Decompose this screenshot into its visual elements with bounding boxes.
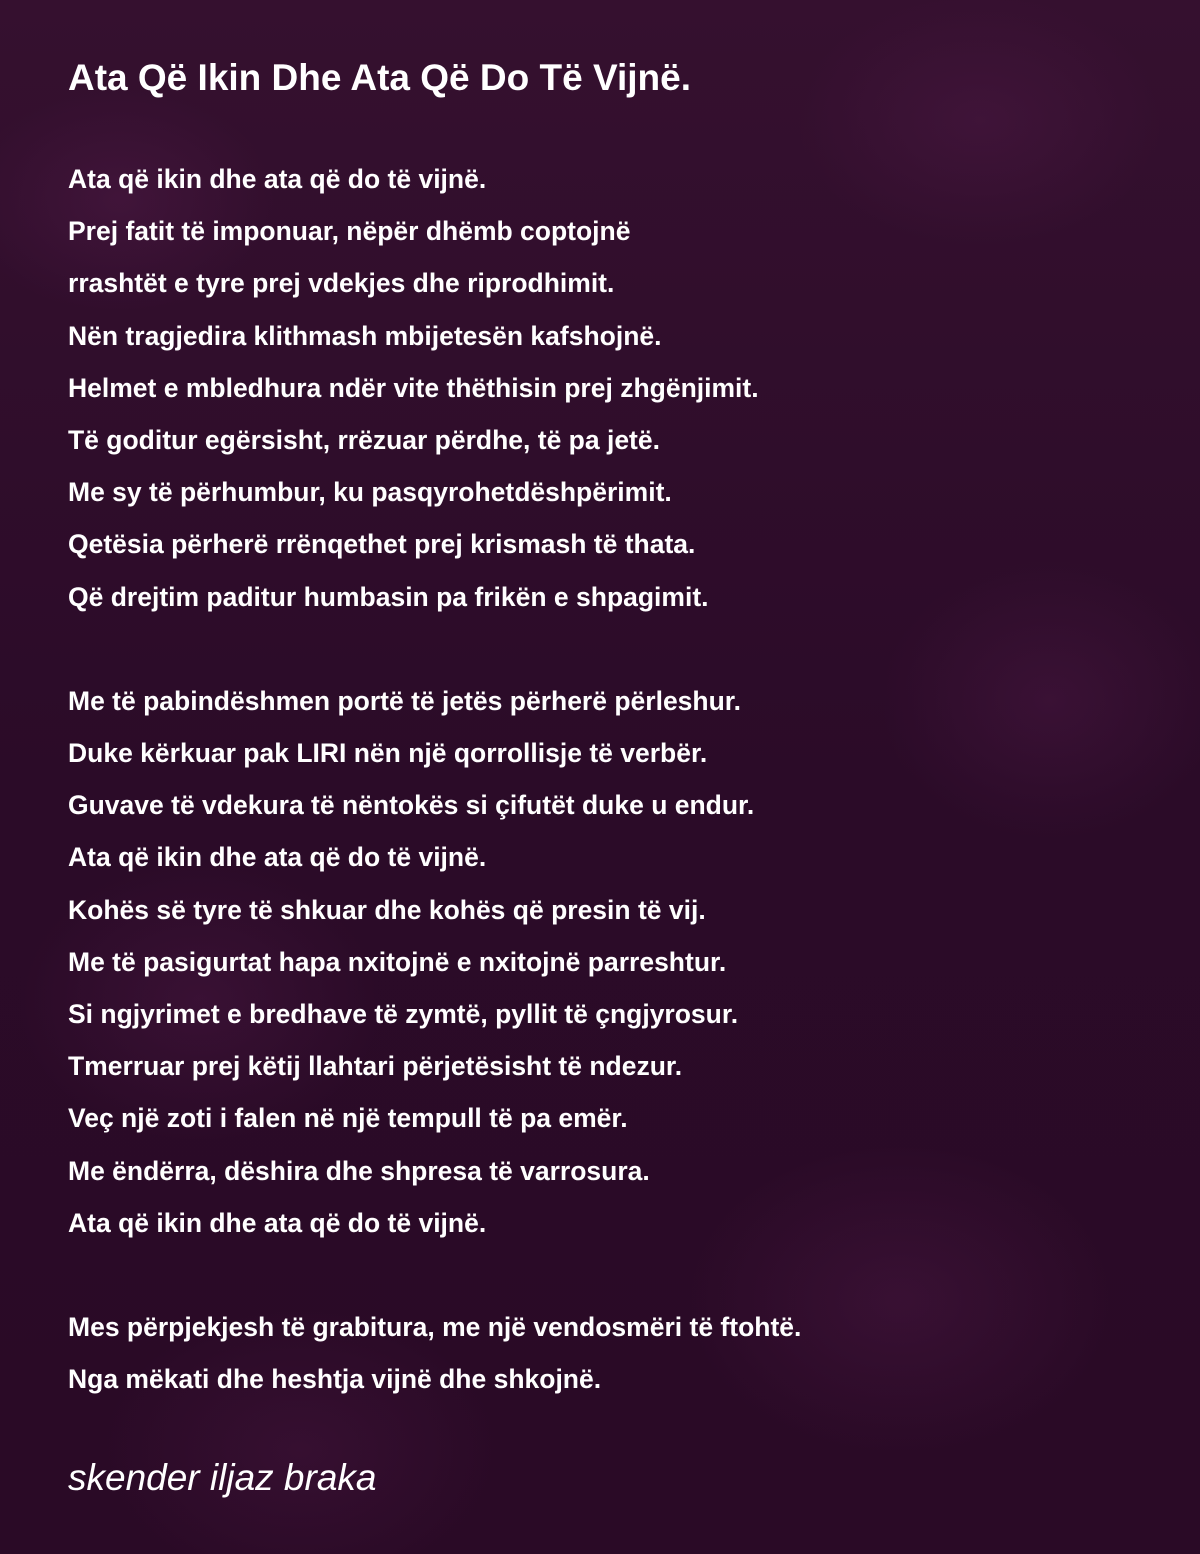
poem-line: Qetësia përherë rrënqethet prej krismash të thata. xyxy=(68,529,696,560)
poem-line: Nën tragjedira klithmash mbijetesën kafshojnë. xyxy=(68,320,662,351)
poem-line: Me të pasigurtat hapa nxitojnë e nxitojnë parreshtur. xyxy=(68,946,727,977)
stanza xyxy=(68,1301,1168,1405)
poem-body xyxy=(68,153,1168,1406)
poem-line: Që drejtim paditur humbasin pa frikën e shpagimit. xyxy=(68,581,709,612)
poem-line: Me sy të përhumbur, ku pasqyrohetdëshpërimit. xyxy=(68,477,672,508)
stanza xyxy=(68,153,1168,623)
poem-line: Me të pabindëshmen portë të jetës përherë përleshur. xyxy=(68,685,742,716)
stanza-break xyxy=(68,623,1168,675)
poem-line: Guvave të vdekura të nëntokës si çifutët duke u endur. xyxy=(68,790,755,821)
stanza-break xyxy=(68,1249,1168,1301)
poem-line: Si ngjyrimet e bredhave të zymtë, pyllit të çngjyrosur. xyxy=(68,999,739,1029)
stanza xyxy=(68,675,1168,1249)
poem-line: Ata që ikin dhe ata që do të vijnë. xyxy=(68,842,487,873)
poem-author: skender iljaz braka xyxy=(68,1457,377,1498)
poem-line: Tmerruar prej këtij llahtari përjetësisht të ndezur. xyxy=(68,1051,683,1082)
poem-line: Prej fatit të imponuar, nëpër dhëmb coptojnë xyxy=(68,216,631,247)
poem-line: Të goditur egërsisht, rrëzuar përdhe, të pa jetë. xyxy=(68,424,660,455)
poem-line: Ata që ikin dhe ata që do të vijnë. xyxy=(68,164,487,194)
poem-line: Mes përpjekjesh të grabitura, me një vendosmëri të ftohtë. xyxy=(68,1312,802,1343)
poem-line: rrashtët e tyre prej vdekjes dhe riprodhimit. xyxy=(68,268,615,299)
poem-line: Ata që ikin dhe ata që do të vijnë. xyxy=(68,1207,487,1238)
poem-line: Nga mëkati dhe heshtja vijnë dhe shkojnë. xyxy=(68,1364,602,1395)
poem-line: Veç një zoti i falen në një tempull të pa emër. xyxy=(68,1103,628,1134)
poem-line: Kohës së tyre të shkuar dhe kohës që presin të vij. xyxy=(68,894,706,925)
poem-line: Helmet e mbledhura ndër vite thëthisin prej zhgënjimit. xyxy=(68,372,759,403)
poem-title: Ata Që Ikin Dhe Ata Që Do Të Vijnë. xyxy=(68,57,691,98)
poem-line: Me ëndërra, dëshira dhe shpresa të varrosura. xyxy=(68,1155,650,1186)
poem-line: Duke kërkuar pak LIRI nën një qorrollisje të verbër. xyxy=(68,738,708,769)
